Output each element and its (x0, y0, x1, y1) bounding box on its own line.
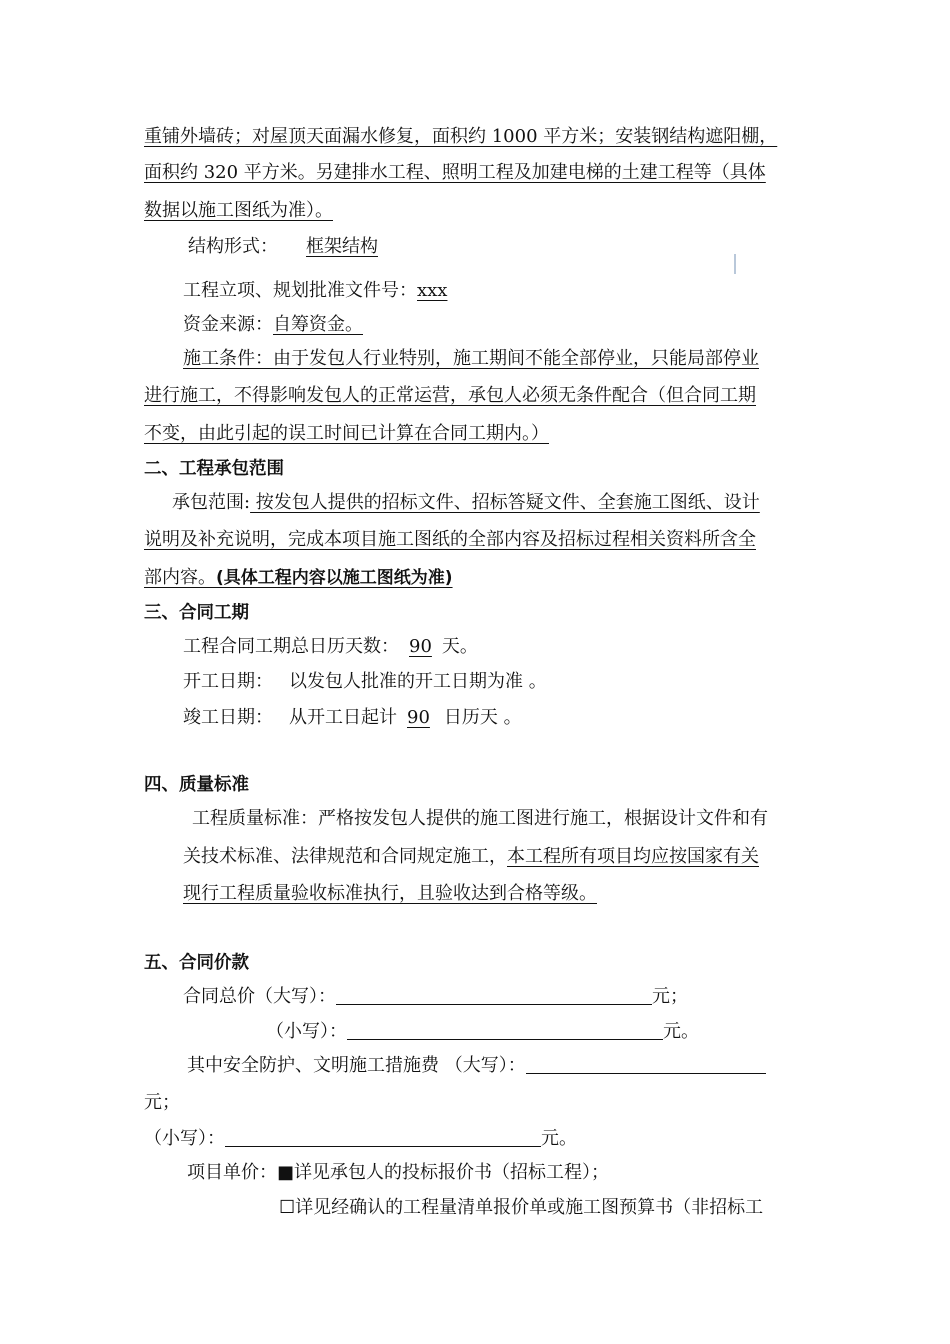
scope-note: (具体工程内容以施工图纸为准) (216, 568, 453, 588)
funding-value: 自筹资金。 (273, 314, 363, 335)
quality-text-2a: 关技术标准、法律规范和合同规定施工， (183, 846, 507, 867)
conditions-line-1: 施工条件：由于发包人行业特别，施工期间不能全部停业，只能局部停业 (183, 348, 759, 369)
total-price-small-row (266, 1019, 699, 1045)
section-5-heading: 五、合同价款 (144, 953, 249, 973)
section-4-heading: 四、质量标准 (144, 775, 249, 795)
scope-label: 承包范围: (172, 492, 251, 513)
safety-fee-small-label: （小写）： (144, 1128, 225, 1149)
empty-checkbox-icon[interactable]: ☐ (279, 1197, 296, 1218)
scope-line-1 (172, 490, 760, 516)
end-date-row (183, 705, 522, 731)
conditions-line-3: 不变，由此引起的误工时间已计算在合同工期内。） (144, 423, 549, 444)
structure-row (188, 234, 406, 260)
end-date-prefix: 从开工日起计 (289, 707, 397, 728)
scope-text-1: 按发包人提供的招标文件、招标答疑文件、全套施工图纸、设计 (250, 492, 760, 513)
duration-unit: 天。 (441, 636, 478, 657)
safety-fee-small-row (144, 1126, 577, 1152)
unit-price-option-2-row (279, 1195, 763, 1221)
end-date-value: 90 (407, 707, 430, 728)
duration-value: 90 (409, 636, 432, 657)
conditions-line-2: 进行施工，不得影响发包人的正常运营，承包人必须无条件配合（但合同工期 (144, 385, 756, 406)
quality-line-1: 工程质量标准：严格按发包人提供的施工图进行施工，根据设计文件和有 (192, 808, 768, 829)
safety-fee-label: 其中安全防护、文明施工措施费 （大写）： (187, 1055, 526, 1076)
filled-checkbox-icon[interactable]: ■ (277, 1162, 295, 1183)
total-price-big-row (183, 984, 688, 1010)
safety-fee-row (187, 1053, 766, 1079)
approval-label: 工程立项、规划批准文件号： (183, 280, 417, 301)
duration-row (183, 634, 478, 660)
unit-price-label: 项目单价： (187, 1162, 277, 1183)
safety-fee-unit: 元； (144, 1092, 180, 1113)
approval-row (183, 278, 447, 304)
total-price-small-unit: 元。 (663, 1021, 699, 1042)
text-cursor (734, 254, 736, 274)
intro-line-2: 面积约 320 平方米。另建排水工程、照明工程及加建电梯的土建工程等（具体 (144, 162, 766, 183)
start-date-label: 开工日期： (183, 671, 273, 692)
intro-line-1: 重铺外墙砖；对屋顶天面漏水修复，面积约 1000 平方米；安装钢结构遮阳棚， (144, 126, 778, 147)
end-date-label: 竣工日期： (183, 707, 273, 728)
start-date-value: 以发包人批准的开工日期为准 。 (289, 671, 547, 692)
total-price-big-unit: 元； (652, 986, 688, 1007)
total-price-big-label: 合同总价（大写）： (183, 986, 336, 1007)
structure-value-field (278, 236, 406, 257)
quality-text-2b: 本工程所有项目均应按国家有关 (507, 846, 759, 867)
quality-line-2 (183, 844, 759, 870)
section-3-heading: 三、合同工期 (144, 603, 249, 623)
unit-price-option-2: 详见经确认的工程量清单报价单或施工图预算书（非招标工 (295, 1197, 764, 1218)
start-date-row (183, 669, 547, 695)
total-price-small-label: （小写）： (266, 1021, 347, 1042)
safety-fee-big-field[interactable] (526, 1053, 766, 1074)
funding-row (183, 312, 363, 338)
end-date-suffix: 日历天 。 (443, 707, 522, 728)
safety-fee-small-field[interactable] (225, 1126, 541, 1147)
unit-price-row (187, 1160, 609, 1186)
end-date-value-field (397, 707, 444, 728)
structure-value: 框架结构 (306, 236, 378, 257)
scope-text-3: 部内容。 (144, 567, 216, 588)
funding-label: 资金来源： (183, 314, 273, 335)
duration-label: 工程合同工期总日历天数： (183, 636, 399, 657)
safety-fee-small-unit: 元。 (541, 1128, 577, 1149)
quality-line-3: 现行工程质量验收标准执行，且验收达到合格等级。 (183, 883, 597, 904)
scope-line-3 (144, 565, 453, 591)
intro-line-3: 数据以施工图纸为准）。 (144, 200, 333, 221)
approval-value: xxx (417, 280, 448, 301)
structure-label: 结构形式： (188, 236, 278, 257)
total-price-big-field[interactable] (336, 984, 652, 1005)
scope-line-2: 说明及补充说明，完成本项目施工图纸的全部内容及招标过程相关资料所含全 (144, 529, 756, 550)
total-price-small-field[interactable] (347, 1019, 663, 1040)
duration-value-field (399, 636, 442, 657)
unit-price-option-1: 详见承包人的投标报价书（招标工程）； (294, 1162, 610, 1183)
section-2-heading: 二、工程承包范围 (144, 459, 284, 479)
